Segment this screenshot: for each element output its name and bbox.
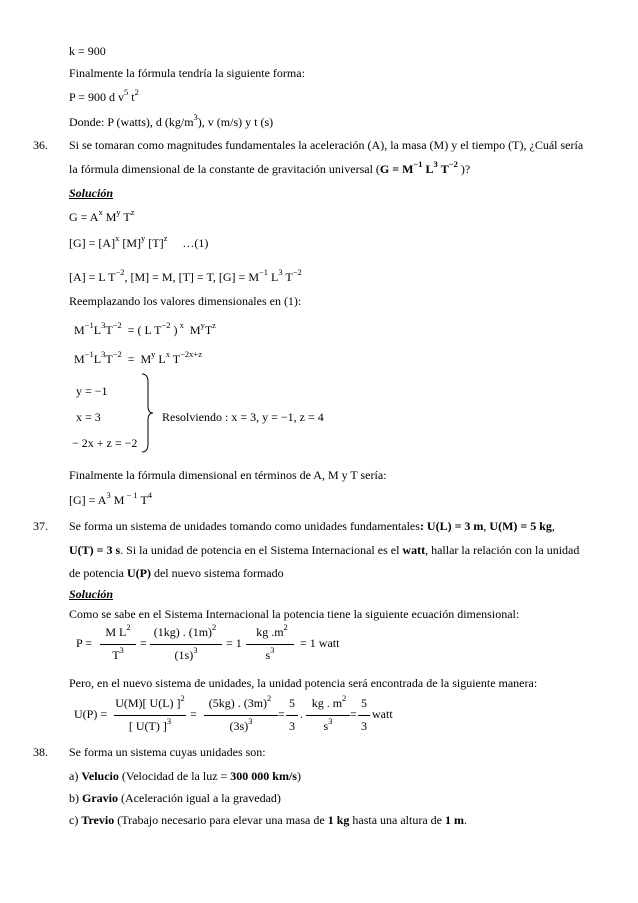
problem-36-number: 36. xyxy=(33,138,48,152)
p37-frac4-den: [ U(T) ]$^3$ xyxy=(128,716,172,733)
p38-a-label: a) xyxy=(69,769,82,783)
formula-exp-v: 5 xyxy=(124,87,129,97)
p36-dims: [A] = L $T^{-2}$, [M] = M, [T] = T, $[G] = M^{-1}$ $L^3$ $T^{-2}$ xyxy=(69,267,302,284)
p36-l: L xyxy=(425,162,434,176)
p37-line2b: . Si la unidad de potencia en el Sistema Internacional es el xyxy=(120,543,403,557)
p37-line3 xyxy=(69,566,284,580)
p37-frac5-num: (5kg) . $(3m)^2$ xyxy=(208,693,272,710)
p36-eq-b: $M^{-1}L^3T^{-2} = M^y$ $L^x$ $T^{-2x+z}$ xyxy=(74,349,202,366)
p37-watt: watt xyxy=(402,543,426,557)
p36-exp-t: −2 xyxy=(448,159,458,169)
p38-c-label: c) xyxy=(69,813,82,827)
p37-p-label: P = xyxy=(76,636,92,650)
p36-g-m: G = M xyxy=(379,162,414,176)
formula-exp-t: 2 xyxy=(134,87,139,97)
p37-frac6-num: 5 xyxy=(289,696,295,710)
p36-result: $[G] = A^3$ M $^{- 1}$ $T^4$ xyxy=(69,490,153,507)
p36-dim1: $[G] = [A]^x$ $[M]^y$ $[T]^z$ …(1) xyxy=(69,233,209,250)
p37-watt-result-text: 1 watt xyxy=(309,636,340,650)
p37-line2 xyxy=(69,543,579,557)
p37-up: U(P) xyxy=(126,566,151,580)
p37-line2d: , hallar la relación con la unidad xyxy=(425,543,580,557)
p37-frac5-bar xyxy=(204,715,278,716)
p37-eq1: = xyxy=(140,636,147,650)
p37-frac4-bar xyxy=(114,715,186,716)
p38-c-end: . xyxy=(464,813,467,827)
p37-frac6-bar xyxy=(286,715,298,716)
p37-eq2: = 1 xyxy=(226,636,242,650)
p36-line2 xyxy=(69,159,471,176)
p37-frac4-num: U(M)[ U(L) ]$^2$ xyxy=(115,693,185,710)
p37-frac8-num: 5 xyxy=(361,696,367,710)
p38-a-end: ) xyxy=(296,769,301,783)
p37-watt-result: = 1 watt xyxy=(300,636,340,650)
formula-line xyxy=(69,87,139,104)
p37-dot: . xyxy=(300,707,303,721)
p36-eq-a: $M^{-1}L^3T^{-2}$ = ( L $T^{-2}$ ) $^x$ $M^yT^z$ xyxy=(74,320,216,337)
p37-line1 xyxy=(69,519,555,533)
p37-eq5: = xyxy=(350,707,357,721)
p37-frac8-bar xyxy=(358,715,370,716)
p37-ul: : U(L) = 3 m xyxy=(419,519,484,533)
p36-reemplazando: Reemplazando los valores dimensionales en (1): xyxy=(69,294,302,308)
p37-frac3-den: $s^3$ xyxy=(265,645,275,662)
donde-text: Donde: P (watts), d (kg/m xyxy=(69,115,194,129)
p38-a-val: 300 000 km/s xyxy=(230,769,297,783)
p37-frac2-bar xyxy=(150,644,222,645)
p36-dim1-text: [G] = [A] xyxy=(69,236,116,250)
p38-item-c xyxy=(69,813,467,827)
formula-t: t xyxy=(131,90,135,104)
p38-c-val1: 1 kg xyxy=(327,813,350,827)
p37-frac8-den: 3 xyxy=(361,719,367,733)
p36-g-eq: $G = A^x$ $M^y$ $T^z$ xyxy=(69,207,135,224)
problem-37-number: 37. xyxy=(33,519,48,533)
p36-dims-a: [A] = L T xyxy=(69,270,116,284)
p37-frac6-den: 3 xyxy=(289,719,295,733)
final-text: Finalmente la fórmula tendría la siguiente forma: xyxy=(69,66,305,80)
k-line: k = 900 xyxy=(69,44,106,58)
system-brace xyxy=(140,372,154,454)
p37-line1a: Se forma un sistema de unidades tomando como unidades fundamentales xyxy=(69,519,420,533)
p36-resolviendo: Resolviendo : x = 3, y = −1, z = 4 xyxy=(162,410,324,424)
p38-velucio: Velucio xyxy=(81,769,119,783)
p38-line1: Se forma un sistema cuyas unidades son: xyxy=(69,745,266,759)
p36-sys-x: x = 3 xyxy=(76,410,101,424)
p36-exp-l: 3 xyxy=(433,159,438,169)
p36-sys-y: y = −1 xyxy=(76,384,108,398)
p36-dims-b: , [M] = M, [T] = T, [G] = M xyxy=(124,270,259,284)
p37-frac1-den: $T^3$ xyxy=(112,645,124,662)
p38-gravio: Gravio xyxy=(82,791,118,805)
p38-item-b xyxy=(69,791,281,805)
p38-trevio: Trevio xyxy=(81,813,115,827)
p37-frac5-den: $(3s)^3$ xyxy=(229,716,253,733)
problem-38-number: 38. xyxy=(33,745,48,759)
p37-comma1: , xyxy=(483,519,490,533)
p36-exp-m: −1 xyxy=(413,159,423,169)
p38-c-mid: hasta una altura de xyxy=(349,813,445,827)
p37-ut: U(T) = 3 s xyxy=(69,543,121,557)
p37-frac1-bar xyxy=(100,644,136,645)
donde-line xyxy=(69,112,274,129)
p36-t: T xyxy=(440,162,449,176)
p38-c-val2: 1 m xyxy=(445,813,464,827)
p37-frac2-den: $(1s)^3$ xyxy=(174,645,198,662)
p37-frac7-num: kg . $m^2$ xyxy=(311,693,347,710)
p37-eq3: = xyxy=(190,707,197,721)
p36-dim1-ref: …(1) xyxy=(182,236,209,250)
p37-comma2: , xyxy=(551,519,555,533)
p37-frac2-num: (1kg) . $(1m)^2$ xyxy=(153,622,217,639)
p37-frac1-num: M $L^2$ xyxy=(105,622,131,639)
p38-c-text: (Trabajo necesario para elevar una masa de xyxy=(114,813,328,827)
p37-line3c: del nuevo sistema formado xyxy=(150,566,284,580)
p36-line2a: la fórmula dimensional de la constante de gravitación universal ( xyxy=(69,162,380,176)
p37-frac7-den: $s^3$ xyxy=(323,716,333,733)
p38-item-a xyxy=(69,769,301,783)
donde-exp: 3 xyxy=(193,112,198,122)
p37-pero: Pero, en el nuevo sistema de unidades, la unidad potencia será encontrada de la siguiente manera: xyxy=(69,676,538,690)
p37-five-watt: watt xyxy=(372,707,393,721)
p37-up-label: U(P) = xyxy=(74,707,108,721)
formula-base: P = 900 d v xyxy=(69,90,124,104)
donde-rest: ), v (m/s) y t (s) xyxy=(197,115,274,129)
p36-solucion: Solución xyxy=(69,186,114,200)
p36-line1: Si se tomaran como magnitudes fundamentales la aceleración (A), la masa (M) y el tiempo (T), ¿Cuál sería xyxy=(69,138,584,152)
p36-line2e: )? xyxy=(460,162,471,176)
p37-eq4: = xyxy=(278,707,285,721)
p36-sys-z: − 2x + z = −2 xyxy=(72,436,138,450)
p36-g-eq-text: G = A xyxy=(69,210,99,224)
p36-result-text: [G] = A xyxy=(69,493,107,507)
p36-final: Finalmente la fórmula dimensional en términos de A, M y T sería: xyxy=(69,468,387,482)
p38-a-text: (Velocidad de la luz = xyxy=(118,769,231,783)
p37-um: U(M) = 5 kg xyxy=(489,519,552,533)
p38-b-text: (Aceleración igual a la gravedad) xyxy=(118,791,281,805)
p37-solucion: Solución xyxy=(69,587,114,601)
p37-line3a: de potencia xyxy=(69,566,127,580)
p37-como: Como se sabe en el Sistema Internacional la potencia tiene la siguiente ecuación dimensional: xyxy=(69,607,520,621)
p38-b-label: b) xyxy=(69,791,82,805)
p37-frac3-num: kg $.m^2$ xyxy=(256,622,288,639)
